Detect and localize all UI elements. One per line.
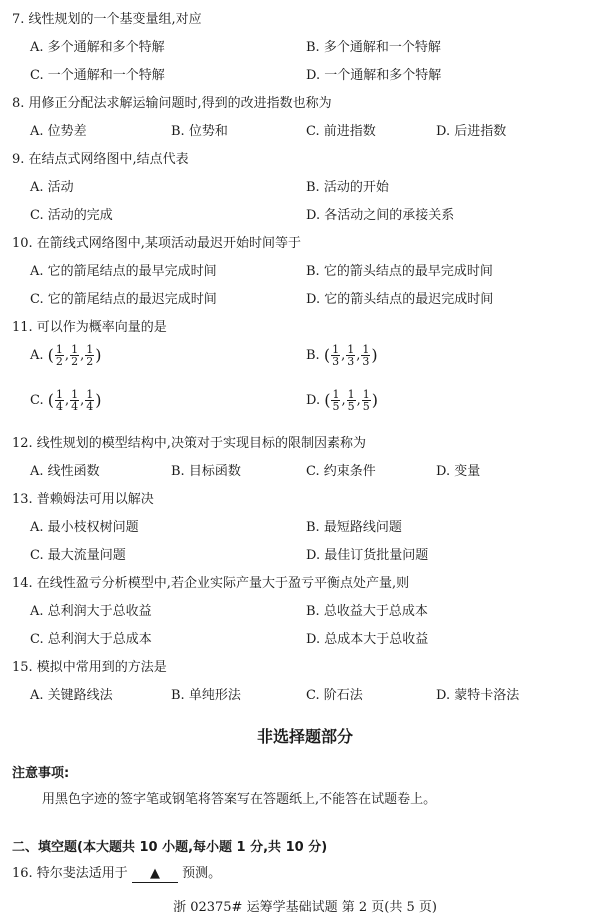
question-9-stem: 9. 在结点式网络图中,结点代表 xyxy=(12,152,189,167)
denominator: 5 xyxy=(347,400,355,413)
numerator: 1 xyxy=(347,388,355,401)
fraction xyxy=(331,344,340,367)
comma: , xyxy=(64,348,70,363)
question-15-option-c: C. 阶石法 xyxy=(306,688,363,703)
denominator: 3 xyxy=(347,355,355,368)
question-12-option-d: D. 变量 xyxy=(436,464,481,479)
question-9-option-c: C. 活动的完成 xyxy=(30,208,113,223)
question-13-option-a: A. 最小枝权树问题 xyxy=(30,520,139,535)
question-7-stem: 7. 线性规划的一个基变量组,对应 xyxy=(12,12,202,27)
numerator: 1 xyxy=(86,343,94,356)
denominator: 5 xyxy=(332,400,340,413)
fill-in-header: 二、填空题(本大题共 10 小题,每小题 1 分,共 10 分) xyxy=(12,840,328,855)
fraction xyxy=(85,389,94,412)
comma: , xyxy=(356,348,361,363)
option-letter: B. xyxy=(306,348,320,363)
question-10-option-a: A. 它的箭尾结点的最早完成时间 xyxy=(30,264,217,279)
question-11-option-b xyxy=(306,344,378,367)
question-12-stem: 12. 线性规划的模型结构中,决策对于实现目标的限制因素称为 xyxy=(12,436,366,451)
denominator: 3 xyxy=(332,355,340,368)
fraction xyxy=(331,389,340,412)
numerator: 1 xyxy=(332,343,340,356)
question-10-option-c: C. 它的箭尾结点的最迟完成时间 xyxy=(30,292,217,307)
question-10-option-d: D. 它的箭头结点的最迟完成时间 xyxy=(306,292,494,307)
fraction xyxy=(70,344,79,367)
blank-marker: ▲ xyxy=(149,866,160,881)
question-15-option-a: A. 关键路线法 xyxy=(30,688,113,703)
question-13-option-c: C. 最大流量问题 xyxy=(30,548,126,563)
question-8-stem: 8. 用修正分配法求解运输问题时,得到的改进指数也称为 xyxy=(12,96,332,111)
question-7-option-d: D. 一个通解和多个特解 xyxy=(306,68,442,83)
question-11-stem: 11. 可以作为概率向量的是 xyxy=(12,320,167,335)
open-paren: ( xyxy=(323,345,331,365)
numerator: 1 xyxy=(347,343,355,356)
question-9-option-a: A. 活动 xyxy=(30,180,74,195)
question-16-stem: 16. 特尔斐法适用于 xyxy=(12,866,128,881)
numerator: 1 xyxy=(71,388,79,401)
comma: , xyxy=(341,393,346,408)
question-15-stem: 15. 模拟中常用到的方法是 xyxy=(12,660,167,675)
question-16-tail: 预测。 xyxy=(182,866,222,881)
fraction xyxy=(347,389,356,412)
close-paren: ) xyxy=(95,345,102,365)
numerator: 1 xyxy=(55,343,63,356)
comma: , xyxy=(65,393,70,408)
denominator: 2 xyxy=(71,355,79,368)
open-paren: ( xyxy=(324,390,331,410)
notice-body: 用黑色字迹的签字笔或钢笔将答案写在答题纸上,不能答在试题卷上。 xyxy=(42,792,437,807)
question-9-option-b: B. 活动的开始 xyxy=(306,180,389,195)
option-letter: C. xyxy=(30,393,44,408)
close-paren: ) xyxy=(371,345,378,365)
question-7-option-a: A. 多个通解和多个特解 xyxy=(30,40,165,55)
fraction xyxy=(85,344,94,367)
question-14-option-b: B. 总收益大于总成本 xyxy=(306,604,428,619)
comma: , xyxy=(80,393,85,408)
page-footer: 浙 02375# 运筹学基础试题 第 2 页(共 5 页) xyxy=(173,900,437,915)
denominator: 5 xyxy=(362,400,370,413)
denominator: 4 xyxy=(56,400,64,413)
question-8-option-b: B. 位势和 xyxy=(171,124,228,139)
question-14-stem: 14. 在线性盈亏分析模型中,若企业实际产量大于盈亏平衡点处产量,则 xyxy=(12,576,410,591)
question-14-option-c: C. 总利润大于总成本 xyxy=(30,632,152,647)
question-12-option-b: B. 目标函数 xyxy=(171,464,241,479)
question-15-option-d: D. 蒙特卡洛法 xyxy=(436,688,520,703)
fraction xyxy=(361,344,370,367)
denominator: 2 xyxy=(55,355,63,368)
question-16 xyxy=(12,866,221,883)
numerator: 1 xyxy=(56,388,64,401)
question-13-stem: 13. 普赖姆法可用以解决 xyxy=(12,492,154,507)
comma: , xyxy=(80,348,85,363)
option-letter: D. xyxy=(306,393,321,408)
comma: , xyxy=(341,348,346,363)
question-13-option-b: B. 最短路线问题 xyxy=(306,520,402,535)
question-12-option-c: C. 约束条件 xyxy=(306,464,376,479)
numerator: 1 xyxy=(332,388,340,401)
question-14-option-a: A. 总利润大于总收益 xyxy=(30,604,152,619)
question-8-option-d: D. 后进指数 xyxy=(436,124,507,139)
numerator: 1 xyxy=(362,388,370,401)
question-7-option-c: C. 一个通解和一个特解 xyxy=(30,68,165,83)
question-11-option-a xyxy=(30,344,101,367)
question-14-option-d: D. 总成本大于总收益 xyxy=(306,632,429,647)
fraction xyxy=(346,344,355,367)
question-10-stem: 10. 在箭线式网络图中,某项活动最迟开始时间等于 xyxy=(12,236,301,251)
section-title: 非选择题部分 xyxy=(256,727,353,746)
open-paren: ( xyxy=(47,390,55,410)
denominator: 3 xyxy=(362,355,370,368)
fraction xyxy=(55,344,64,367)
close-paren: ) xyxy=(371,390,379,410)
question-13-option-d: D. 最佳订货批量问题 xyxy=(306,548,429,563)
numerator: 1 xyxy=(71,343,79,356)
denominator: 4 xyxy=(71,400,79,413)
denominator: 4 xyxy=(86,400,94,413)
open-paren: ( xyxy=(47,345,54,365)
numerator: 1 xyxy=(86,388,94,401)
question-12-option-a: A. 线性函数 xyxy=(30,464,100,479)
question-8-option-a: A. 位势差 xyxy=(30,124,87,139)
comma: , xyxy=(356,393,361,408)
question-8-option-c: C. 前进指数 xyxy=(306,124,376,139)
close-paren: ) xyxy=(95,390,102,410)
question-11-option-c xyxy=(30,389,102,412)
numerator: 1 xyxy=(362,343,370,356)
question-7-option-b: B. 多个通解和一个特解 xyxy=(306,40,441,55)
fraction xyxy=(70,389,79,412)
denominator: 2 xyxy=(86,355,94,368)
notice-title: 注意事项: xyxy=(12,766,70,781)
question-11-option-d xyxy=(306,389,378,412)
fraction xyxy=(55,389,64,412)
fraction xyxy=(362,389,371,412)
answer-blank xyxy=(132,866,178,883)
question-10-option-b: B. 它的箭头结点的最早完成时间 xyxy=(306,264,493,279)
question-9-option-d: D. 各活动之间的承接关系 xyxy=(306,208,455,223)
option-letter: A. xyxy=(30,348,44,363)
question-15-option-b: B. 单纯形法 xyxy=(171,688,241,703)
